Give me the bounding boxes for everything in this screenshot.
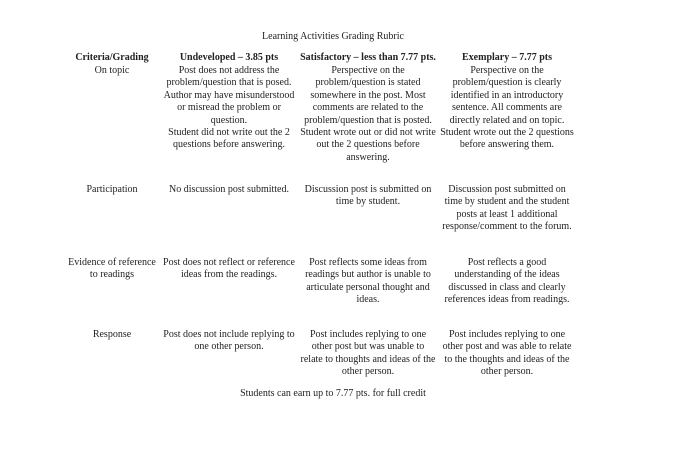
on-topic-undeveloped: Post does not address the problem/question that is posed. Author may have misunderstood or misread the problem or question. Student did not write out the 2 questions before answering.	[163, 65, 295, 151]
response-undeveloped: Post does not include replying to one other person.	[163, 329, 295, 353]
header-exemplary: Exemplary – 7.77 pts	[462, 52, 552, 63]
header-satisfactory: Satisfactory – less than 7.77 pts.	[300, 52, 436, 63]
footer-note: Students can earn up to 7.77 pts. for full credit	[240, 388, 426, 399]
participation-exemplary: Discussion post submitted on time by student and the student posts at least 1 additional response/comment to the forum.	[442, 184, 572, 233]
on-topic-exemplary: Perspective on the problem/question is clearly identified in an introductory sentence. All comments are directly related and on topic. Student wrote out the 2 questions before answering them.	[440, 65, 574, 151]
response-satisfactory: Post includes replying to one other post but was unable to relate to thoughts and ideas of the other person.	[300, 329, 436, 378]
evidence-undeveloped: Post does not reflect or reference ideas from the readings.	[163, 257, 295, 281]
header-undeveloped: Undeveloped – 3.85 pts	[179, 52, 279, 63]
evidence-exemplary: Post reflects a good understanding of the ideas discussed in class and clearly references ideas from readings.	[444, 257, 570, 306]
on-topic-satisfactory: Perspective on the problem/question is stated somewhere in the post. Most comments are related to the problem/question that is posted. Student wrote out or did not write out the 2 questions before answering.	[300, 65, 436, 163]
rubric-title: Learning Activities Grading Rubric	[262, 31, 404, 42]
participation-satisfactory: Discussion post is submitted on time by student.	[304, 184, 432, 208]
evidence-satisfactory: Post reflects some ideas from readings but author is unable to articulate personal thought and ideas.	[305, 257, 431, 306]
response-exemplary: Post includes replying to one other post and was able to relate to the thoughts and ideas of the other person.	[442, 329, 572, 378]
header-criteria: Criteria/Grading	[75, 52, 149, 63]
participation-undeveloped: No discussion post submitted.	[168, 184, 289, 195]
criterion-on-topic: On topic	[94, 65, 130, 76]
criterion-response: Response	[92, 329, 132, 340]
criterion-evidence: Evidence of reference to readings	[68, 257, 156, 281]
criterion-participation: Participation	[86, 184, 138, 195]
